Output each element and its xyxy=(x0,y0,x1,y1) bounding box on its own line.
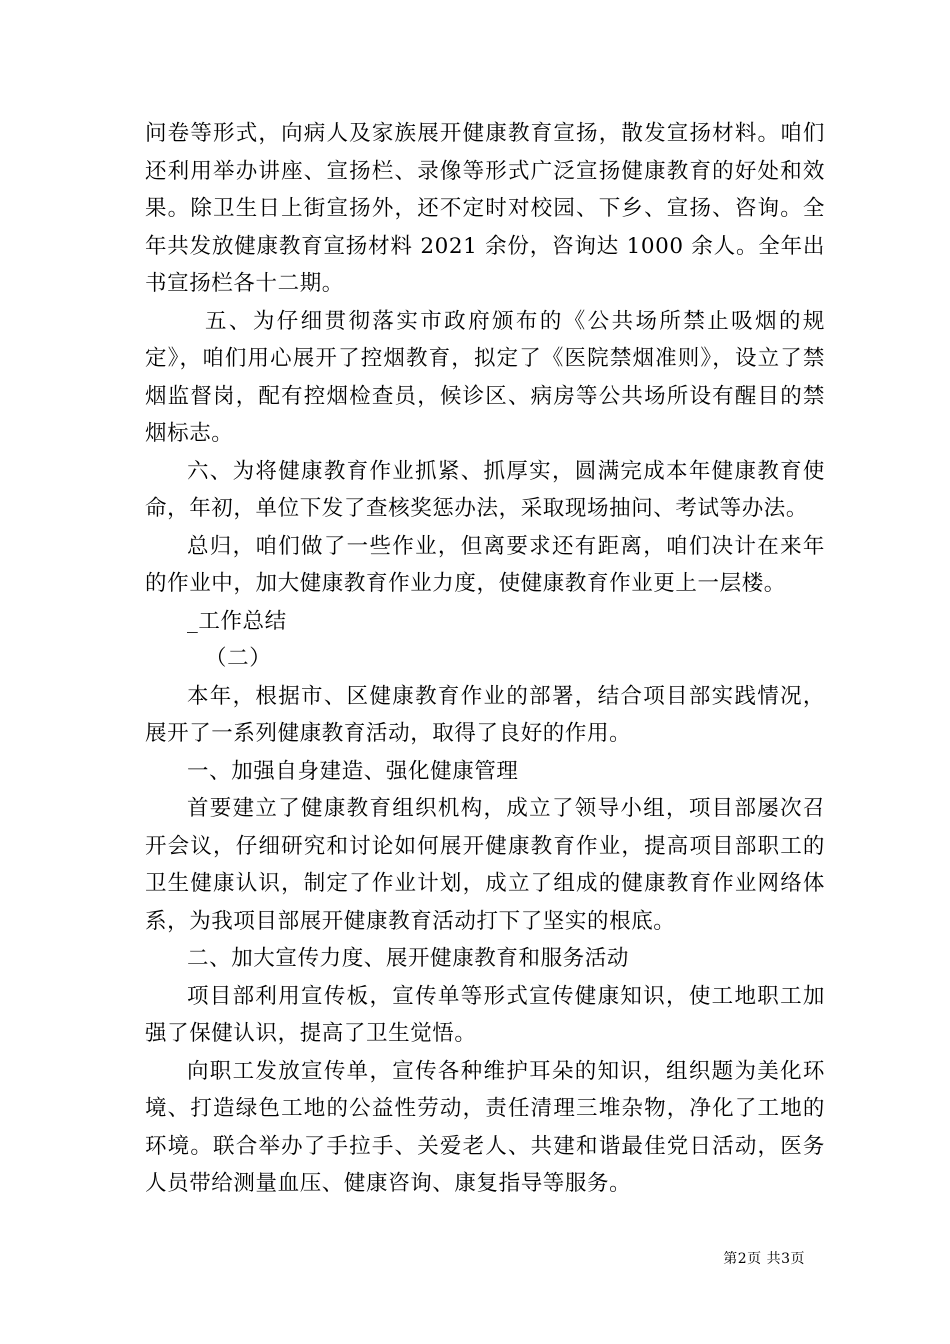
page-label-suffix: 页 xyxy=(790,1251,805,1267)
body-paragraph-publicity: 项目部利用宣传板，宣传单等形式宣传健康知识，使工地职工加强了保健认识，提高了卫生觉悟。 xyxy=(145,983,825,1046)
current-page-number: 2 xyxy=(737,1251,748,1267)
total-page-number: 3 xyxy=(781,1251,791,1267)
body-paragraph-smoking-control: 五、为仔细贯彻落实市政府颁布的《公共场所禁止吸烟的规定》，咱们用心展开了控烟教育，拟定了《医院禁烟准则》，设立了禁烟监督岗，配有控烟检查员，候诊区、病房等公共场所设有醒目的禁烟标志。 xyxy=(145,308,825,446)
page-number-footer xyxy=(723,1248,805,1268)
section-title: _工作总结 xyxy=(187,608,287,634)
body-paragraph-continuation: 问卷等形式，向病人及家族展开健康教育宣扬，散发宣扬材料。咱们还利用举办讲座、宣扬栏、录像等形式广泛宣扬健康教育的好处和效果。除卫生日上街宣扬外，还不定时对校园、下乡、宣扬、咨询。全年共发放健康教育宣扬材料 2021 余份，咨询达 1000 余人。全年出书宣扬栏各十二期。 xyxy=(145,121,825,296)
section-heading-management: 一、加强自身建造、强化健康管理 xyxy=(187,758,519,784)
body-paragraph-conclusion: 总归，咱们做了一些作业，但离要求还有距离，咱们决计在来年的作业中，加大健康教育作业力度，使健康教育作业更上一层楼。 xyxy=(145,533,825,596)
section-heading-publicity: 二、加大宣传力度、展开健康教育和服务活动 xyxy=(187,946,630,971)
section-number: （二） xyxy=(205,646,272,671)
document-body xyxy=(145,115,825,1203)
body-paragraph-activities: 向职工发放宣传单，宣传各种维护耳朵的知识，组织题为美化环境、打造绿色工地的公益性劳动，责任清理三堆杂物，净化了工地的环境。联合举办了手拉手、关爱老人、共建和谐最佳党日活动，医务人员带给测量血压、健康咨询、康复指导等服务。 xyxy=(145,1058,825,1196)
body-paragraph-intro: 本年，根据市、区健康教育作业的部署，结合项目部实践情况，展开了一系列健康教育活动，取得了良好的作用。 xyxy=(145,683,825,746)
body-paragraph-assessment: 六、为将健康教育作业抓紧、抓厚实，圆满完成本年健康教育使命，年初，单位下发了查核奖惩办法，采取现场抽问、考试等办法。 xyxy=(145,458,825,521)
page-label-middle: 页 共 xyxy=(747,1251,782,1267)
body-paragraph-organization: 首要建立了健康教育组织机构，成立了领导小组，项目部屡次召开会议，仔细研究和讨论如何展开健康教育作业，提高项目部职工的卫生健康认识，制定了作业计划，成立了组成的健康教育作业网络体系，为我项目部展开健康教育活动打下了坚实的根底。 xyxy=(145,796,825,934)
page-label-prefix: 第 xyxy=(723,1251,738,1267)
